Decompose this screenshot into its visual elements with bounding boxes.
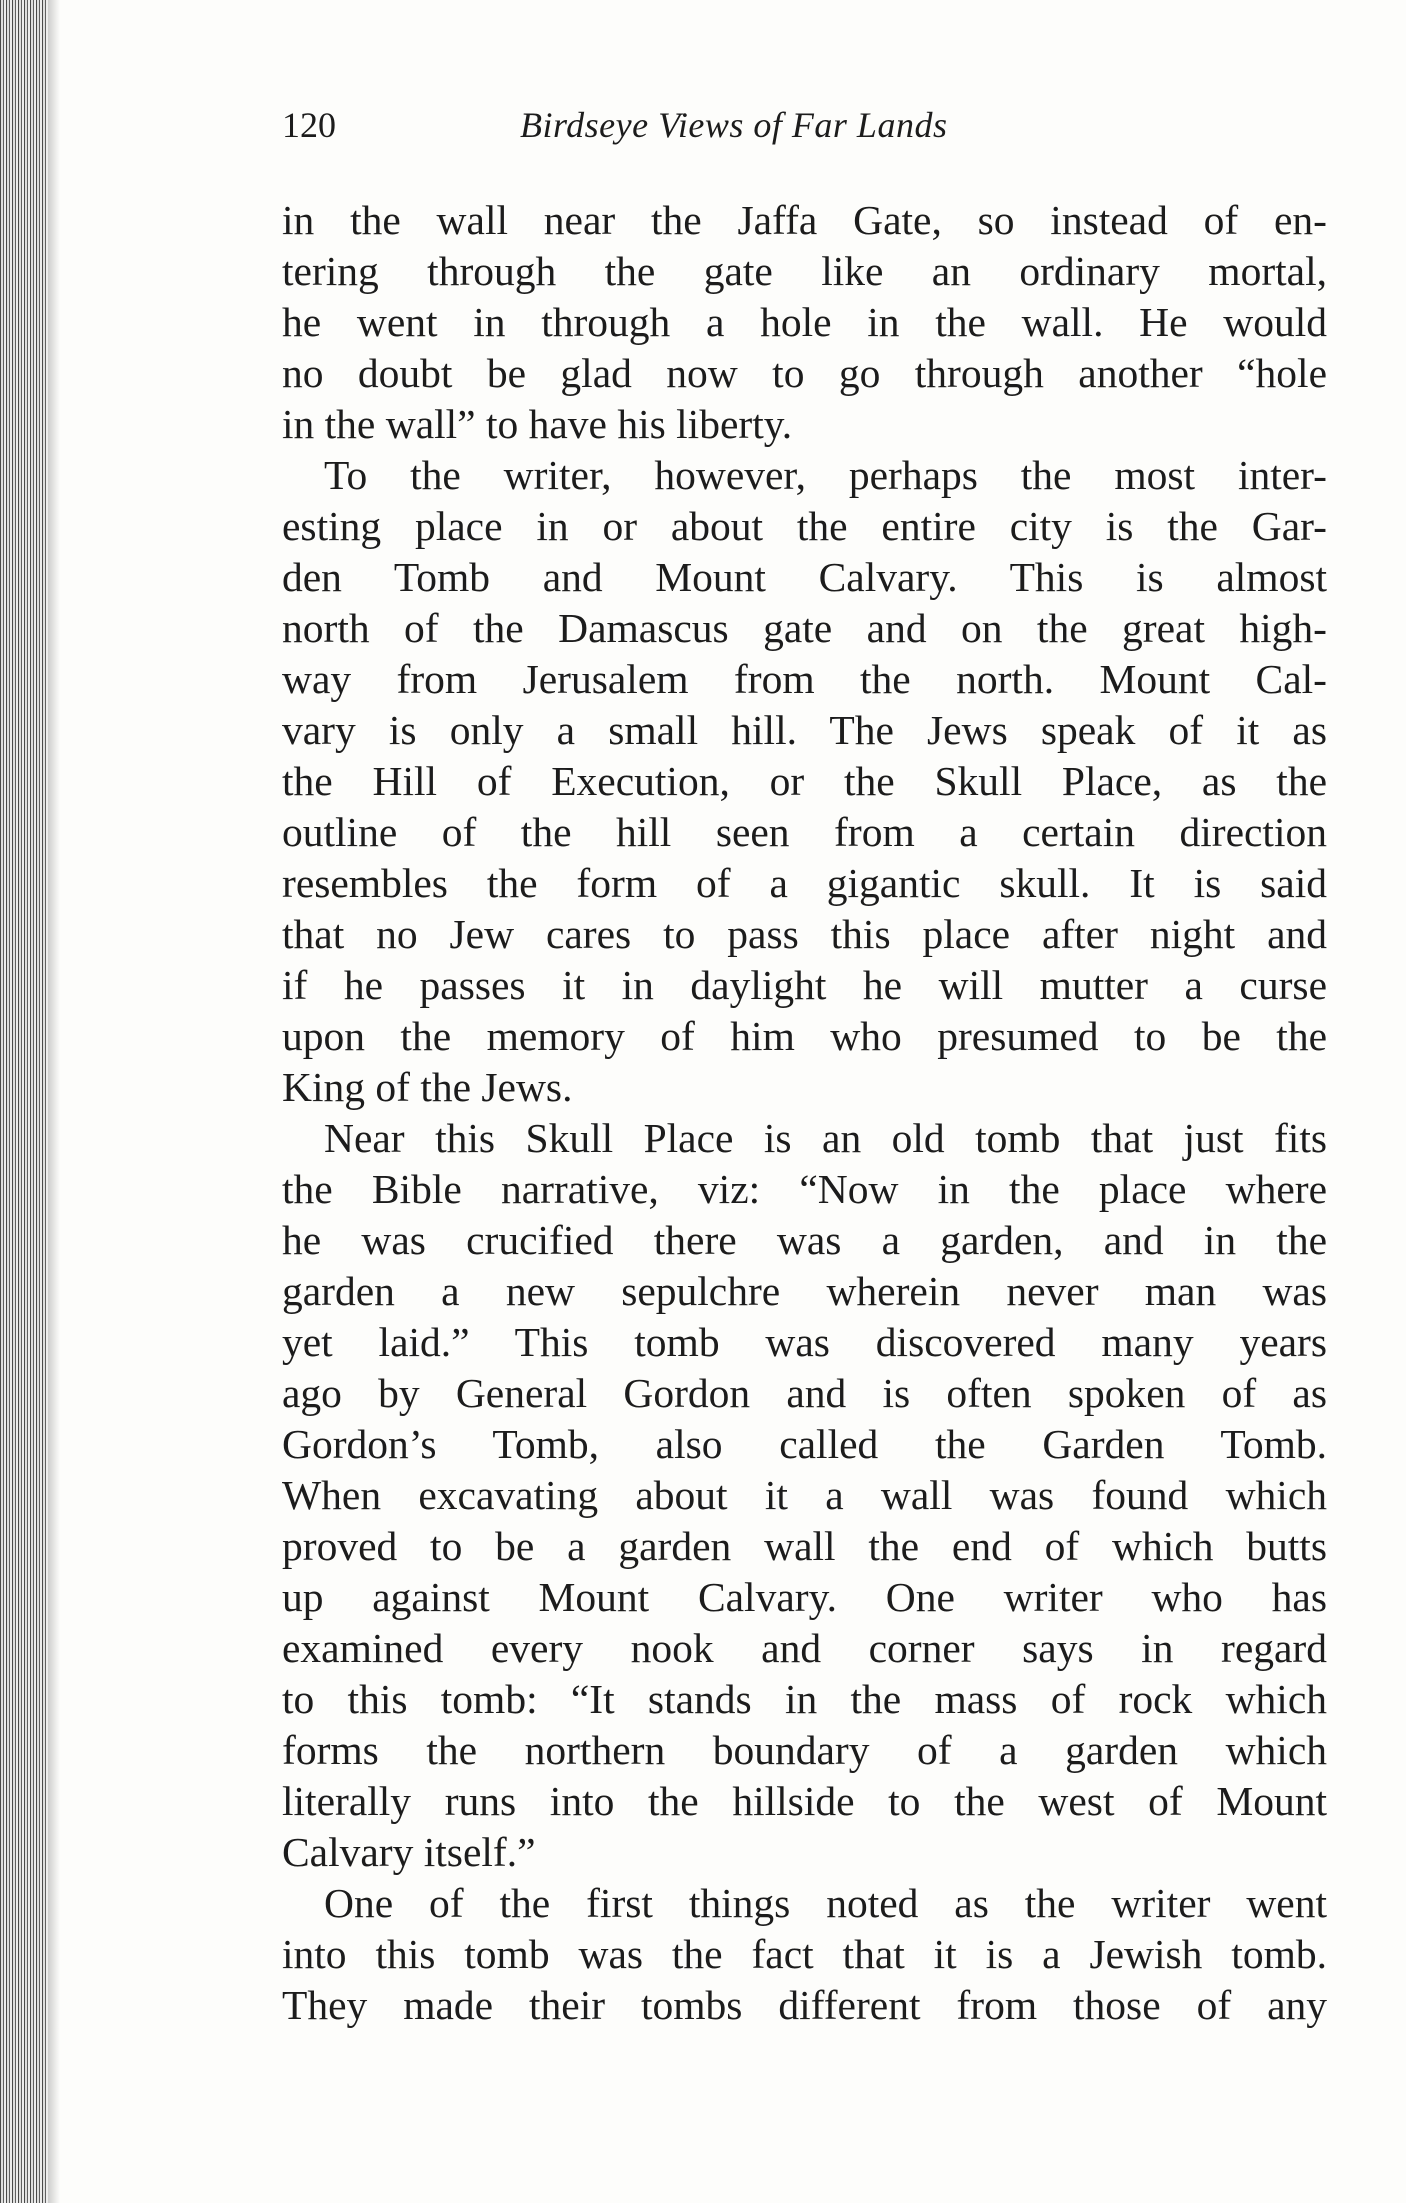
text-line: to this tomb: “It stands in the mass of rock which — [282, 1676, 1327, 1722]
paragraph-start-line: To the writer, however, perhaps the most inter- — [324, 452, 1327, 498]
text-line: vary is only a small hill. The Jews speak of it as — [282, 707, 1327, 753]
text-line: literally runs into the hillside to the west of Mount — [282, 1778, 1327, 1824]
text-line: the Hill of Execution, or the Skull Place, as the — [282, 758, 1327, 804]
text-line: forms the northern boundary of a garden which — [282, 1727, 1327, 1773]
text-line: They made their tombs different from those of any — [282, 1982, 1327, 2028]
text-line: King of the Jews. — [282, 1064, 573, 1110]
text-line: examined every nook and corner says in regard — [282, 1625, 1327, 1671]
text-line: upon the memory of him who presumed to be the — [282, 1013, 1327, 1059]
text-line: tering through the gate like an ordinary mortal, — [282, 248, 1327, 294]
text-line: resembles the form of a gigantic skull. It is said — [282, 860, 1327, 906]
text-line: esting place in or about the entire city is the Gar- — [282, 503, 1327, 549]
text-line: he went in through a hole in the wall. He would — [282, 299, 1327, 345]
book-title: Birdseye Views of Far Lands — [520, 105, 948, 145]
paragraph-start-line: Near this Skull Place is an old tomb that just fits — [324, 1115, 1327, 1161]
page-number: 120 — [282, 105, 336, 145]
binding-gutter — [0, 0, 48, 2203]
text-line: Gordon’s Tomb, also called the Garden Tomb. — [282, 1421, 1327, 1467]
text-line: that no Jew cares to pass this place after night and — [282, 911, 1327, 957]
text-line: ago by General Gordon and is often spoken of as — [282, 1370, 1327, 1416]
text-line: he was crucified there was a garden, and in the — [282, 1217, 1327, 1263]
text-line: When excavating about it a wall was found which — [282, 1472, 1327, 1518]
text-line: yet laid.” This tomb was discovered many years — [282, 1319, 1327, 1365]
text-line: if he passes it in daylight he will mutter a curse — [282, 962, 1327, 1008]
text-line: no doubt be glad now to go through another “hole — [282, 350, 1327, 396]
text-line: garden a new sepulchre wherein never man was — [282, 1268, 1327, 1314]
text-line: north of the Damascus gate and on the great high- — [282, 605, 1327, 651]
body-text — [282, 195, 1327, 2031]
text-line: up against Mount Calvary. One writer who has — [282, 1574, 1327, 1620]
text-line: way from Jerusalem from the north. Mount Cal- — [282, 656, 1327, 702]
text-line: proved to be a garden wall the end of which butts — [282, 1523, 1327, 1569]
text-line: the Bible narrative, viz: “Now in the place where — [282, 1166, 1327, 1212]
text-line: Calvary itself.” — [282, 1829, 536, 1875]
gutter-shadow — [48, 0, 60, 2203]
text-line: den Tomb and Mount Calvary. This is almost — [282, 554, 1327, 600]
paragraph-start-line: One of the first things noted as the writer went — [324, 1880, 1327, 1926]
text-line: in the wall near the Jaffa Gate, so instead of en- — [282, 197, 1327, 243]
text-line: outline of the hill seen from a certain direction — [282, 809, 1327, 855]
running-head — [282, 100, 1082, 150]
text-line: into this tomb was the fact that it is a Jewish tomb. — [282, 1931, 1327, 1977]
text-line: in the wall” to have his liberty. — [282, 401, 793, 447]
